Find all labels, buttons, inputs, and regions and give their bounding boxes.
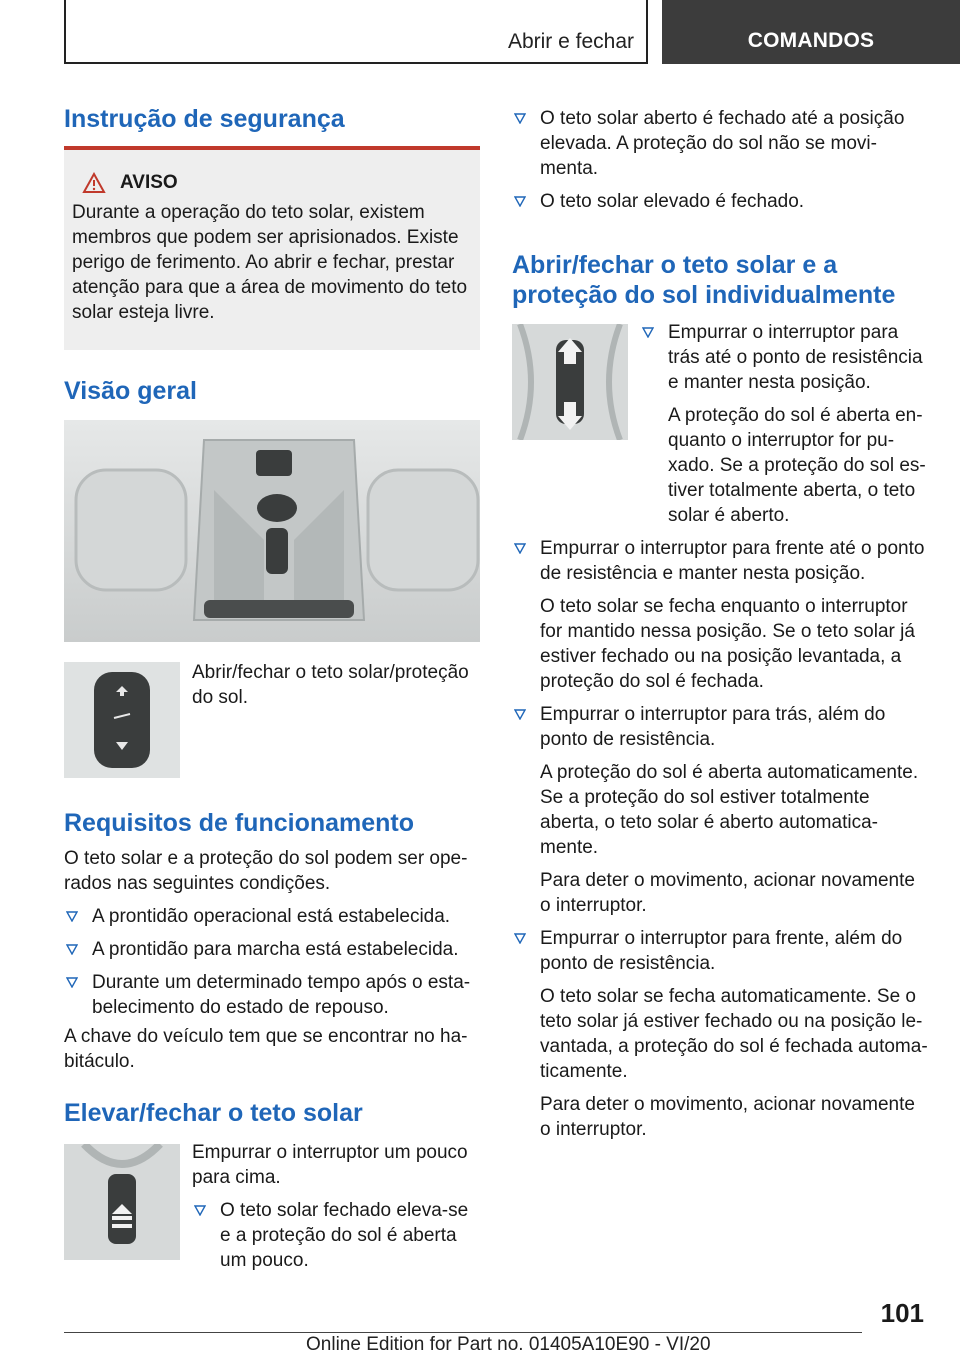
individual-heading: Abrir/fechar o teto solar e a proteção do sol individualmente xyxy=(512,251,896,309)
raise-switch-image xyxy=(64,1144,180,1260)
bullet-triangle-icon xyxy=(66,977,78,988)
switch-caption: Abrir/fechar o teto solar/proteção do sol. xyxy=(192,662,469,708)
warning-header xyxy=(82,172,472,194)
individual-item-detail: A proteção do sol é aberta en-quanto o interruptor for pu-xado. Se a proteção do sol es-tiver totalmente aberta, o teto solar é aberto. xyxy=(668,405,926,526)
overview-heading: Visão geral xyxy=(64,377,197,405)
warning-triangle-icon xyxy=(82,172,106,194)
requirements-list xyxy=(64,904,480,1020)
warning-box xyxy=(64,146,480,350)
switch-closeup-image xyxy=(64,662,180,778)
requirements-heading: Requisitos de funcionamento xyxy=(64,809,415,837)
individual-item-text: Empurrar o interruptor para frente até o ponto de resistência e manter nesta posição. xyxy=(540,538,925,584)
requirement-text: A prontidão para marcha está estabelecida. xyxy=(92,939,459,960)
requirements-intro: O teto solar e a proteção do sol podem ser ope-rados nas seguintes condições. xyxy=(64,848,468,894)
bullet-triangle-icon xyxy=(194,1205,206,1216)
individual-switch-image xyxy=(512,324,628,440)
individual-item-detail: O teto solar se fecha enquanto o interruptor for mantido nessa posição. Se o teto solar já estiver fechado ou na posição levantada, a proteção do sol é fechada. xyxy=(540,596,915,692)
bullet-triangle-icon xyxy=(514,543,526,554)
requirement-text: A prontidão operacional está estabelecida. xyxy=(92,906,451,927)
bullet-triangle-icon xyxy=(66,944,78,955)
overhead-console-illustration xyxy=(64,420,480,642)
raise-item-text: O teto solar aberto é fechado até a posição elevada. A proteção do sol não se movi-menta. xyxy=(540,108,905,179)
individual-item-detail: O teto solar se fecha automaticamente. Se o teto solar já estiver fechado ou na posição le-vantada, a proteção do sol é fechada automa-ticamente. xyxy=(540,986,928,1082)
raise-intro: Empurrar o interruptor um pouco para cima. xyxy=(192,1142,468,1188)
requirement-text: Durante um determinado tempo após o esta-belecimento do estado de repouso. xyxy=(92,972,471,1018)
list-item xyxy=(512,189,928,214)
switch-illustration xyxy=(64,662,180,778)
footer-divider xyxy=(64,1332,862,1333)
safety-heading: Instrução de segurança xyxy=(64,105,345,133)
bullet-triangle-icon xyxy=(514,709,526,720)
raise-item-text: O teto solar elevado é fechado. xyxy=(540,191,805,212)
list-item xyxy=(640,320,928,528)
overhead-console-image xyxy=(64,420,480,642)
individual-list-first xyxy=(640,320,928,528)
warning-text: Durante a operação do teto solar, existem membros que podem ser aprisionados. Existe perigo de ferimento. Ao abrir e fechar, prestar atenção para que a área de movimento do teto solar esteja livre. xyxy=(72,202,468,323)
list-item xyxy=(512,536,928,694)
warning-label: AVISO xyxy=(120,172,178,193)
footer-edition: Online Edition for Part no. 01405A10E90 - VI/20 xyxy=(306,1334,711,1355)
bullet-triangle-icon xyxy=(514,113,526,124)
individual-item-text: Empurrar o interruptor para trás, além do ponto de resistência. xyxy=(540,704,886,750)
page-number: 101 xyxy=(880,1298,924,1328)
raise-list-right xyxy=(512,106,928,214)
bullet-triangle-icon xyxy=(642,327,654,338)
raise-heading: Elevar/fechar o teto solar xyxy=(64,1099,363,1127)
individual-list-rest xyxy=(512,536,928,1142)
bullet-triangle-icon xyxy=(66,911,78,922)
header-chapter-tab: COMANDOS xyxy=(662,0,960,64)
requirements-note: A chave do veículo tem que se encontrar no ha-bitáculo. xyxy=(64,1026,468,1072)
list-item xyxy=(64,904,480,929)
raise-list-left xyxy=(192,1198,480,1273)
list-item xyxy=(512,702,928,918)
individual-item-detail: Para deter o movimento, acionar novamente o interruptor. xyxy=(540,1094,915,1140)
bullet-triangle-icon xyxy=(514,196,526,207)
raise-switch-illustration xyxy=(64,1144,180,1260)
list-item xyxy=(512,106,928,181)
list-item xyxy=(512,926,928,1142)
raise-item-text: O teto solar fechado eleva-se e a proteção do sol é aberta um pouco. xyxy=(220,1200,469,1271)
individual-item-text: Empurrar o interruptor para frente, além do ponto de resistência. xyxy=(540,928,903,974)
header-section: Abrir e fechar xyxy=(507,30,634,53)
bullet-triangle-icon xyxy=(514,933,526,944)
list-item xyxy=(64,937,480,962)
individual-item-text: Empurrar o interruptor para trás até o ponto de resistência e manter nesta posição. xyxy=(668,322,923,393)
list-item xyxy=(192,1198,480,1273)
list-item xyxy=(64,970,480,1020)
individual-item-detail: A proteção do sol é aberta automaticamente. Se a proteção do sol estiver totalmente aberta, o teto solar é aberto automatica-mente. xyxy=(540,762,919,858)
individual-switch-illustration xyxy=(512,324,628,440)
individual-item-detail: Para deter o movimento, acionar novamente o interruptor. xyxy=(540,870,915,916)
